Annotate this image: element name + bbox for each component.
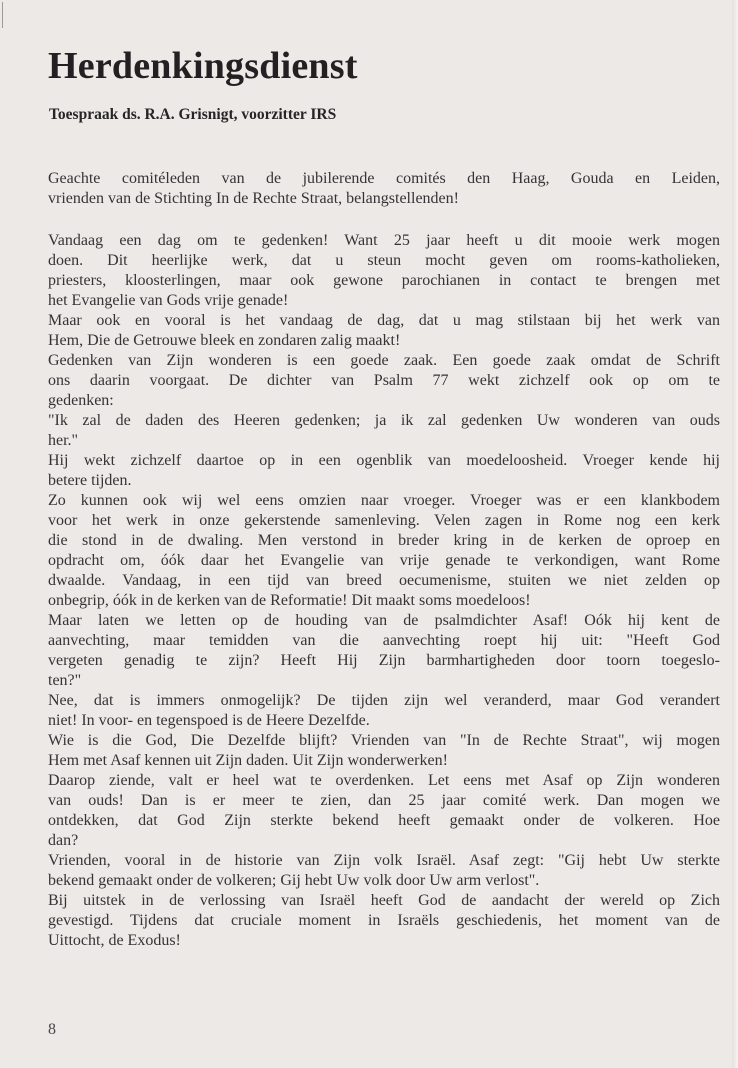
text-line: Uittocht, de Exodus! bbox=[48, 932, 181, 949]
text-line: het Evangelie van Gods vrije genade! bbox=[48, 292, 289, 309]
page-title: Herdenkingsdienst bbox=[48, 45, 358, 87]
text-line: Gedenken van Zijn wonderen is een goede zaak. Een goede zaak omdat de Schrift bbox=[48, 352, 720, 369]
text-line: vrienden van de Stichting In de Rechte Straat, belangstellenden! bbox=[48, 190, 459, 207]
text-line: Hij wekt zichzelf daartoe op in een ogenblik van moedeloosheid. Vroeger kende hij bbox=[48, 452, 720, 469]
text-line: die stond in de dwaling. Men verstond in breder kring in de kerken de oproep en bbox=[48, 532, 720, 549]
text-line: opdracht om, óók daar het Evangelie van vrije genade te verkondigen, want Rome bbox=[48, 552, 720, 569]
page-edge bbox=[732, 0, 738, 1068]
text-line: dan? bbox=[48, 832, 79, 849]
text-line: ons daarin voorgaat. De dichter van Psalm 77 wekt zichzelf ook op om te bbox=[48, 372, 720, 389]
text-line: Vandaag een dag om te gedenken! Want 25 jaar heeft u dit mooie werk mogen bbox=[48, 232, 720, 249]
text-line: ontdekken, dat God Zijn sterkte bekend heeft gemaakt onder de volkeren. Hoe bbox=[48, 812, 720, 829]
text-line: vergeten genadig te zijn? Heeft Hij Zijn barmhartigheden door toorn toegeslo- bbox=[48, 652, 720, 669]
text-line: "Ik zal de daden des Heeren gedenken; ja ik zal gedenken Uw wonderen van ouds bbox=[48, 412, 720, 429]
paragraph-gap bbox=[48, 209, 720, 231]
text-line: Hem, Die de Getrouwe bleek en zondaren zalig maakt! bbox=[48, 332, 401, 349]
article-body bbox=[48, 169, 720, 951]
page-number: 8 bbox=[48, 1021, 56, 1038]
text-line: onbegrip, óók in de kerken van de Reformatie! Dit maakt soms moedeloos! bbox=[48, 592, 531, 609]
text-line: niet! In voor- en tegenspoed is de Heere Dezelfde. bbox=[48, 712, 370, 729]
text-line: betere tijden. bbox=[48, 472, 132, 489]
text-line: her." bbox=[48, 432, 79, 449]
text-line: van ouds! Dan is er meer te zien, dan 25 jaar comité werk. Dan mogen we bbox=[48, 792, 720, 809]
text-line: aanvechting, maar temidden van die aanvechting roept hij uit: "Heeft God bbox=[48, 632, 720, 649]
text-line: Bij uitstek in de verlossing van Israël heeft God de aandacht der wereld op Zich bbox=[48, 892, 720, 909]
text-line: Zo kunnen ook wij wel eens omzien naar vroeger. Vroeger was er een klankbodem bbox=[48, 492, 720, 509]
text-line: priesters, kloosterlingen, maar ook gewone parochianen in contact te brengen met bbox=[48, 272, 720, 289]
speech-attribution: Toespraak ds. R.A. Grisnigt, voorzitter IRS bbox=[49, 106, 337, 123]
text-line: gevestigd. Tijdens dat cruciale moment in Israëls geschiedenis, het moment van de bbox=[48, 912, 720, 929]
text-line: dwaalde. Vandaag, in een tijd van breed oecumenisme, stuiten we niet zelden op bbox=[48, 572, 720, 589]
text-line: Daarop ziende, valt er heel wat te overdenken. Let eens met Asaf op Zijn wonderen bbox=[48, 772, 720, 789]
text-line: Hem met Asaf kennen uit Zijn daden. Uit Zijn wonderwerken! bbox=[48, 752, 448, 769]
text-line: voor het werk in onze gekerstende samenleving. Velen zagen in Rome nog een kerk bbox=[48, 512, 720, 529]
text-line: Maar ook en vooral is het vandaag de dag, dat u mag stilstaan bij het werk van bbox=[48, 312, 720, 329]
text-line: Wie is die God, Die Dezelfde blijft? Vrienden van "In de Rechte Straat", wij mogen bbox=[48, 732, 720, 749]
text-line: ten?" bbox=[48, 672, 82, 689]
text-line: gedenken: bbox=[48, 392, 114, 409]
scan-edge-mark bbox=[2, 2, 3, 28]
text-line: Vrienden, vooral in de historie van Zijn volk Israël. Asaf zegt: "Gij hebt Uw sterkte bbox=[48, 852, 720, 869]
text-line: doen. Dit heerlijke werk, dat u steun mocht geven om rooms-katholieken, bbox=[48, 252, 720, 269]
text-line: Geachte comitéleden van de jubilerende comités den Haag, Gouda en Leiden, bbox=[48, 170, 720, 187]
text-line: bekend gemaakt onder de volkeren; Gij hebt Uw volk door Uw arm verlost". bbox=[48, 872, 540, 889]
text-line: Nee, dat is immers onmogelijk? De tijden zijn wel veranderd, maar God verandert bbox=[48, 692, 720, 709]
text-line: Maar laten we letten op de houding van de psalmdichter Asaf! Oók hij kent de bbox=[48, 612, 720, 629]
